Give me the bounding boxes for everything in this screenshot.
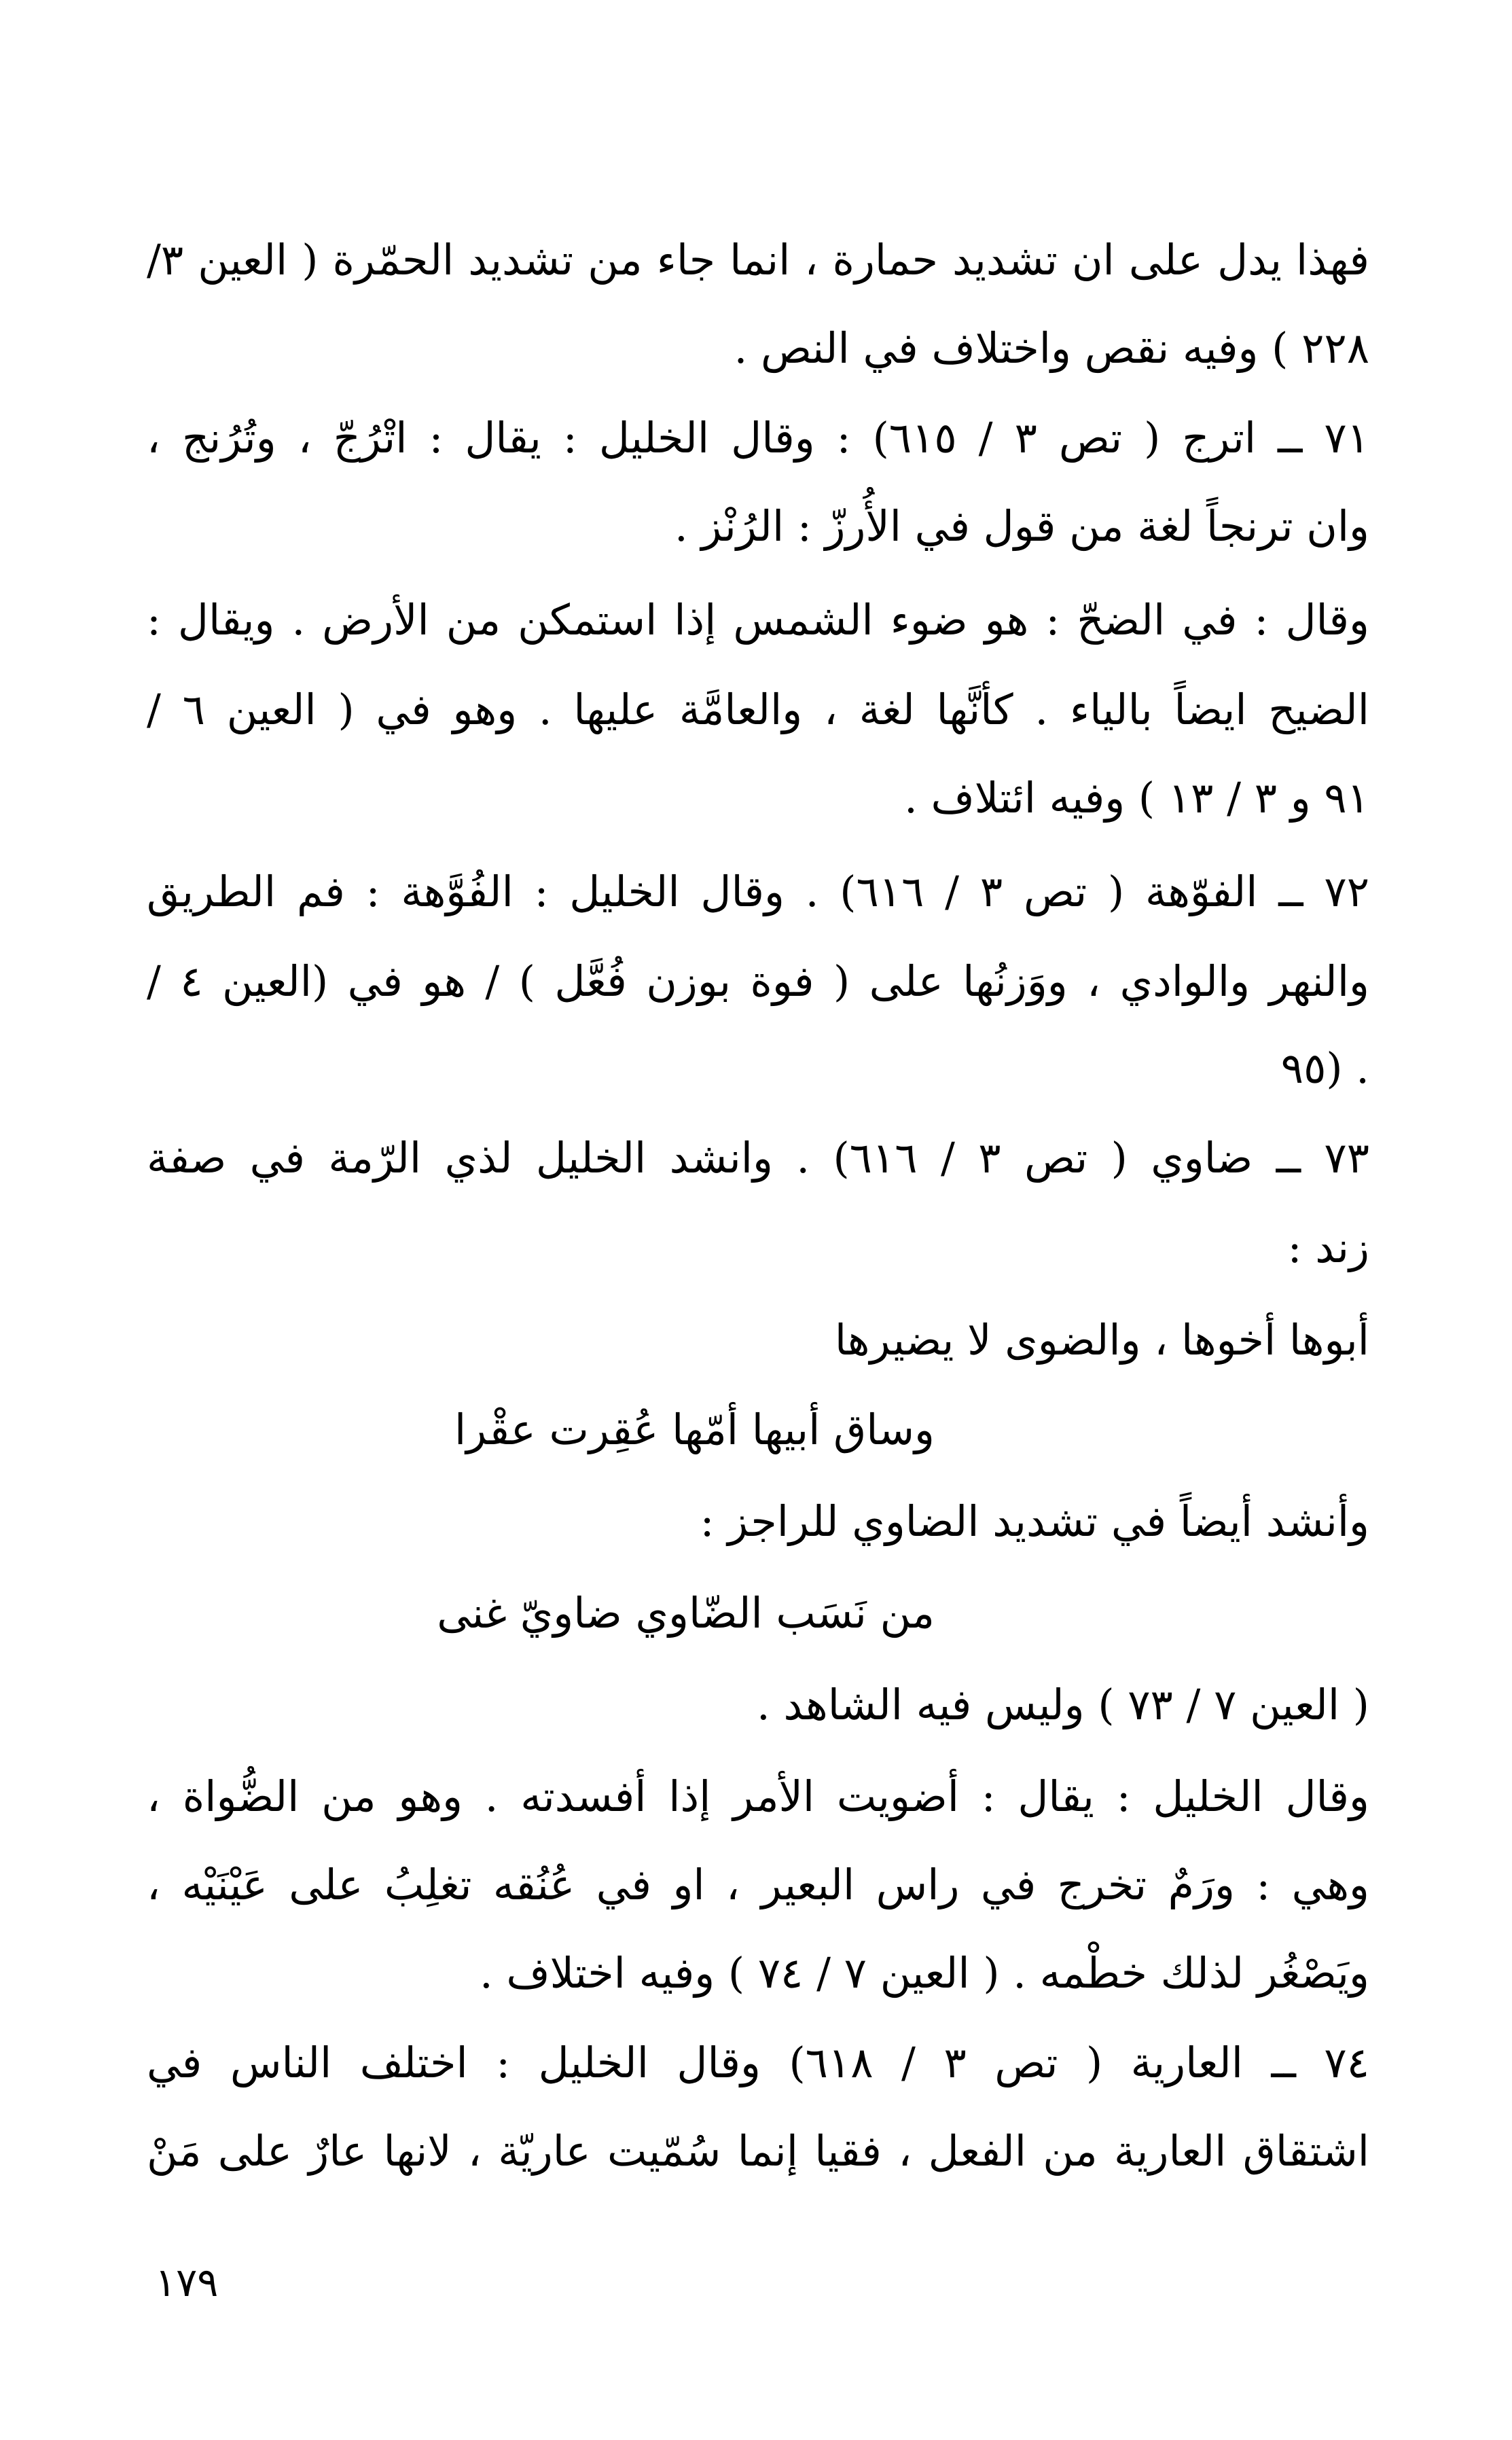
text-line-1: فهذا يدل على ان تشديد حمارة ، انما جاء من تشديد الحمّرة ( العين ٣/ bbox=[147, 235, 1370, 285]
text-line-3: ٧١ ــ اترج ( تص ٣ / ٦١٥) : وقال الخليل : يقال : اتْرُجّ ، وتُرُنج ، bbox=[147, 413, 1370, 463]
text-line-7: ٩١ و ٣ / ١٣ ) وفيه ائتلاف . bbox=[904, 773, 1369, 823]
text-line-5: وقال : في الضحّ : هو ضوء الشمس إذا استمكن من الأرض . ويقال : bbox=[147, 595, 1369, 645]
verse-line-1: أبوها أخوها ، والضوى لا يضيرها bbox=[834, 1315, 1369, 1365]
text-line-20: ويَصْغُر لذلك خطْمه . ( العين ٧ / ٧٤ ) وفيه اختلاف . bbox=[479, 1948, 1369, 1998]
text-line-21: ٧٤ ــ العارية ( تص ٣ / ٦١٨) وقال الخليل : اختلف الناس في bbox=[147, 2038, 1369, 2087]
text-line-12: زند : bbox=[1287, 1223, 1369, 1272]
verse-line-2: وساق أبيها أمّها عُقِرت عقْرا bbox=[454, 1405, 935, 1454]
text-line-22: اشتقاق العارية من الفعل ، فقيا إنما سُمّيت عاريّة ، لانها عارٌ على مَنْ bbox=[147, 2126, 1369, 2176]
text-line-19: وهي : ورَمٌ تخرج في راس البعير ، او في عُنُقه تغلِبُ على عَيْنَيْه ، bbox=[147, 1860, 1369, 1909]
page-number: ١٧٩ bbox=[155, 2259, 219, 2306]
text-line-9: والنهر والوادي ، ووَزنُها على ( فوة بوزن فُعَّل ) / هو في (العين ٤ / bbox=[147, 956, 1369, 1006]
text-line-17: ( العين ٧ / ٧٣ ) وليس فيه الشاهد . bbox=[757, 1680, 1369, 1729]
text-line-15: وأنشد أيضاً في تشديد الضاوي للراجز : bbox=[700, 1496, 1369, 1546]
text-line-8: ٧٢ ــ الفوّهة ( تص ٣ / ٦١٦) . وقال الخليل : الفُوَّهة : فم الطريق bbox=[147, 867, 1370, 916]
text-line-18: وقال الخليل : يقال : أضويت الأمر إذا أفسدته . وهو من الضُّواة ، bbox=[147, 1772, 1369, 1821]
text-line-4: وان ترنجاً لغة من قول في الأُرزّ : الرُنْز . bbox=[674, 501, 1369, 551]
verse-line-3: من نَسَب الضّاوي ضاويّ غنى bbox=[437, 1588, 935, 1638]
text-line-6: الضيح ايضاً بالياء . كأنَّها لغة ، والعامَّة عليها . وهو في ( العين ٦ / bbox=[147, 685, 1370, 734]
text-line-2: ٢٢٨ ) وفيه نقص واختلاف في النص . bbox=[734, 323, 1369, 373]
text-line-10: ٩٥) . bbox=[1280, 1043, 1369, 1093]
text-line-11: ٧٣ ــ ضاوي ( تص ٣ / ٦١٦) . وانشد الخليل لذي الرّمة في صفة bbox=[147, 1133, 1369, 1183]
